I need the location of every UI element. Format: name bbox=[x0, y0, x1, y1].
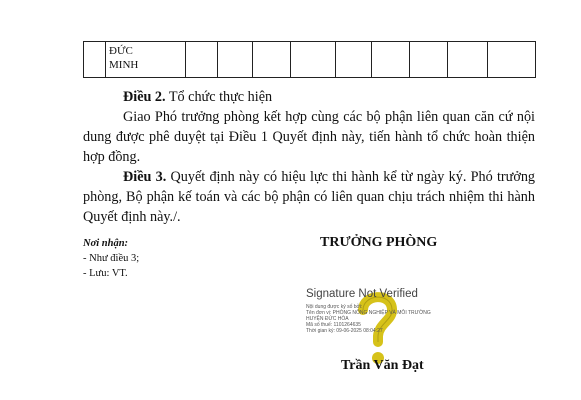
article-3 bbox=[83, 167, 535, 227]
article-2-heading-line bbox=[83, 87, 535, 107]
data-table-strip bbox=[83, 41, 536, 78]
table-cell bbox=[186, 42, 218, 78]
article-3-heading: Điều 3. bbox=[123, 169, 167, 185]
recipients-block bbox=[83, 236, 139, 281]
article-2-body: Giao Phó trưởng phòng kết hợp cùng các bộ phận liên quan căn cứ nội dung được phê duyệt tại Điều 1 Quyết định này, tiến hành tổ chức hoàn thiện hợp đồng. bbox=[83, 109, 535, 165]
table-cell bbox=[253, 42, 291, 78]
article-2 bbox=[83, 87, 535, 167]
article-3-body: Quyết định này có hiệu lực thi hành kể từ ngày ký. Phó trưởng phòng, Bộ phận kế toán và các bộ phận có liên quan chịu trách nhiệm thi hành Quyết định này./. bbox=[83, 169, 536, 225]
recipients-title: Nơi nhận: bbox=[83, 238, 129, 249]
signature-detail-line: Thời gian ký: 09-06-2025 08:04:27 bbox=[306, 328, 383, 334]
table-cell bbox=[410, 42, 448, 78]
name-line-2: MINH bbox=[109, 59, 139, 71]
recipient-item: - Lưu: VT. bbox=[83, 268, 128, 279]
table-cell bbox=[372, 42, 410, 78]
table-cell bbox=[448, 42, 488, 78]
signature-detail-line: Mã số thuế: 1101264635 bbox=[306, 322, 361, 328]
table-cell bbox=[84, 42, 106, 78]
table-cell bbox=[218, 42, 253, 78]
signature-detail-line: Nội dung được ký số bởi: bbox=[306, 304, 363, 310]
article-2-heading: Điều 2. bbox=[123, 89, 166, 105]
signer-name: Trần Văn Đạt bbox=[341, 358, 424, 373]
table-cell bbox=[488, 42, 536, 78]
position-title: TRƯỞNG PHÒNG bbox=[320, 235, 438, 250]
table-row bbox=[84, 42, 536, 78]
table-cell bbox=[291, 42, 336, 78]
signature-status: Signature Not Verified bbox=[306, 288, 418, 300]
table-cell-name bbox=[106, 42, 186, 78]
name-line-1: ĐỨC bbox=[109, 45, 133, 57]
table-cell bbox=[336, 42, 372, 78]
signature-detail-line: HUYỆN ĐỨC HÒA bbox=[306, 316, 349, 322]
article-2-heading-rest: Tổ chức thực hiện bbox=[165, 89, 273, 105]
signature-detail-line: Tên đơn vị: PHÒNG NÔNG NGHIỆP VÀ MÔI TRƯỜNG bbox=[306, 310, 431, 316]
recipient-item: - Như điều 3; bbox=[83, 253, 140, 264]
